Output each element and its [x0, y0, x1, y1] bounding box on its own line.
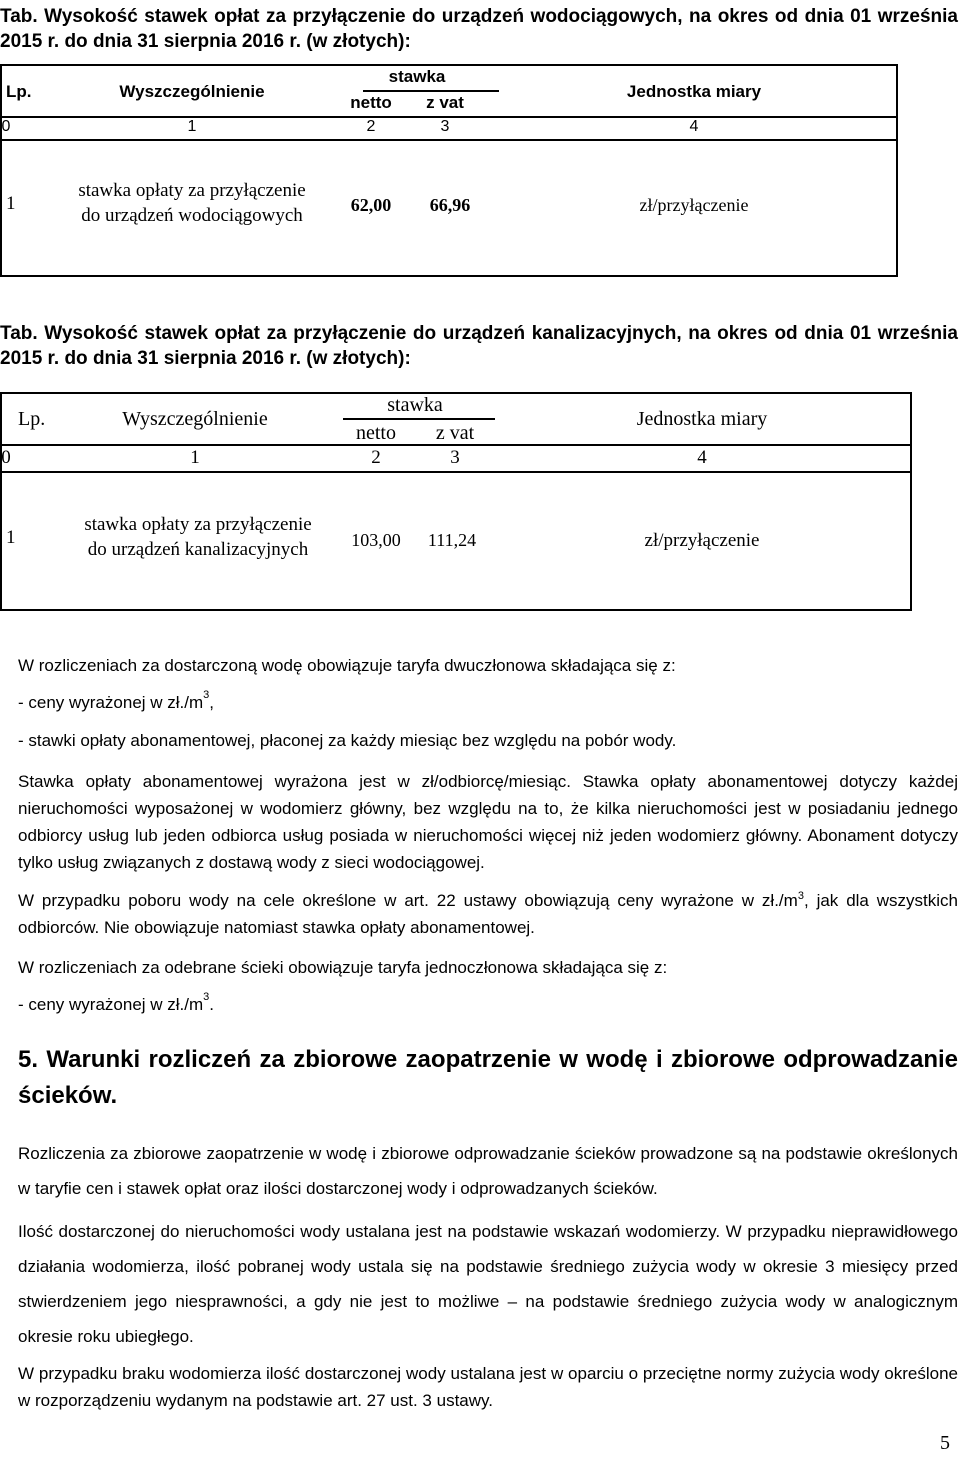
table2-row-unit: zł/przyłączenie — [644, 530, 760, 551]
table1-header-vat: z vat — [426, 93, 464, 112]
paragraph: Ilość dostarczonej do nieruchomości wody ustalana jest na podstawie wskazań wodomierzy. W przypadku nieprawidłowego działania wodomierza, ilość pobranej wody ustala się na podstawie średniego zużycia wody w okresie 3 miesięcy przed stwierdzeniem jego niesprawności, a gdy nie jest to możliwe – na podstawie średniego zużycia wody w analogicznym okresie roku ubiegłego. — [18, 1222, 958, 1346]
bullet-item: - ceny wyrażonej w $zł./m^3$, — [18, 689, 215, 712]
table2-row-net: 103,00 — [351, 530, 401, 550]
table2-colnum: 3 — [450, 447, 460, 468]
table1-row-unit: zł/przyłączenie — [639, 195, 749, 215]
paragraph: W przypadku poboru wody na cele określone w art. 22 ustawy obowiązują ceny wyrażone w $zł./m^3$, jak dla wszystkich odbiorców. Nie obowiązuje natomiast stawka opłaty abonamentowej. — [18, 890, 958, 937]
table2-colnum: 1 — [190, 447, 200, 468]
section-heading: 5. Warunki rozliczeń za zbiorowe zaopatrzenie w wodę i zbiorowe odprowadzanie ścieków. — [18, 1046, 958, 1109]
table2-header-unit: Jednostka miary — [636, 408, 768, 430]
table2-colnum: 4 — [697, 447, 707, 468]
table2-row-item-line2: do urządzeń kanalizacyjnych — [87, 539, 309, 560]
table2-header-lp: Lp. — [18, 408, 46, 430]
table1-colnum: 0 — [1, 118, 11, 135]
paragraph: W przypadku braku wodomierza ilość dostarczonej wody ustalana jest w oparciu o przeciętne normy zużycia wody określone w rozporządzeniu wydanym na podstawie art. 27 ust. 3 ustawy. — [18, 1364, 958, 1410]
paragraph: W rozliczeniach za dostarczoną wodę obowiązuje taryfa dwuczłonowa składająca się z: — [18, 656, 676, 675]
page-number: 5 — [940, 1432, 950, 1454]
bullet-item: - ceny wyrażonej w $zł./m^3$. — [18, 991, 215, 1014]
table1-row-vat: 66,96 — [429, 195, 471, 215]
bullet-item: - stawki opłaty abonamentowej, płaconej za każdy miesiąc bez względu na pobór wody. — [18, 731, 677, 750]
table1-colnum: 4 — [689, 118, 699, 135]
table1-colnum: 1 — [187, 118, 197, 135]
paragraph: Rozliczenia za zbiorowe zaopatrzenie w wodę i zbiorowe odprowadzanie ścieków prowadzone są na podstawie określonych w taryfie cen i stawek opłat oraz ilości dostarczonej wody i odprowadzanych ścieków. — [18, 1144, 958, 1198]
table1 — [0, 64, 898, 277]
table1-caption: Tab. Wysokość stawek opłat za przyłączenie do urządzeń wodociągowych, na okres od dnia 01 września 2015 r. do dnia 31 sierpnia 2016 r. (w złotych): — [0, 6, 958, 52]
table1-row-item-line2: do urządzeń wodociągowych — [81, 205, 303, 226]
table2-row-lp: 1 — [6, 527, 16, 548]
table2-header-item: Wyszczególnienie — [122, 408, 268, 430]
table2-header-rate: stawka — [387, 394, 443, 416]
table2 — [0, 392, 912, 611]
table2-row-item-line1: stawka opłaty za przyłączenie — [84, 514, 312, 535]
table1-colnum: 3 — [440, 118, 450, 135]
table2-header-vat: z vat — [435, 422, 475, 444]
table1-row-lp: 1 — [6, 193, 16, 214]
table2-colnum: 0 — [1, 447, 11, 468]
table1-header-rate: stawka — [388, 67, 446, 86]
table1-row-item-line1: stawka opłaty za przyłączenie — [78, 180, 306, 201]
table1-header-item: Wyszczególnienie — [119, 82, 265, 101]
table2-colnum: 2 — [371, 447, 381, 468]
table2-header-net: netto — [356, 422, 396, 444]
table1-colnum: 2 — [366, 118, 376, 135]
table1-row-net: 62,00 — [350, 195, 392, 215]
table2-row-vat: 111,24 — [427, 530, 477, 550]
table2-caption: Tab. Wysokość stawek opłat za przyłączenie do urządzeń kanalizacyjnych, na okres od dnia 01 września 2015 r. do dnia 31 sierpnia 2016 r. (w złotych): — [0, 323, 958, 369]
table1-header-lp: Lp. — [6, 82, 32, 101]
table1-header-unit: Jednostka miary — [626, 82, 762, 101]
table1-header-net: netto — [350, 93, 392, 112]
paragraph: W rozliczeniach za odebrane ścieki obowiązuje taryfa jednoczłonowa składająca się z: — [18, 958, 668, 977]
paragraph: Stawka opłaty abonamentowej wyrażona jest w zł/odbiorcę/miesiąc. Stawka opłaty abonamentowej dotyczy każdej nieruchomości wyposażonej w wodomierz główny, bez względu na to, że kilka nieruchomości jest w posiadaniu jednego odbiorcy usług lub jeden odbiorca usług posiada w nieruchomości więcej niż jeden wodomierz główny. Abonament dotyczy tylko usług związanych z dostawą wody z sieci wodociągowej. — [18, 772, 958, 872]
